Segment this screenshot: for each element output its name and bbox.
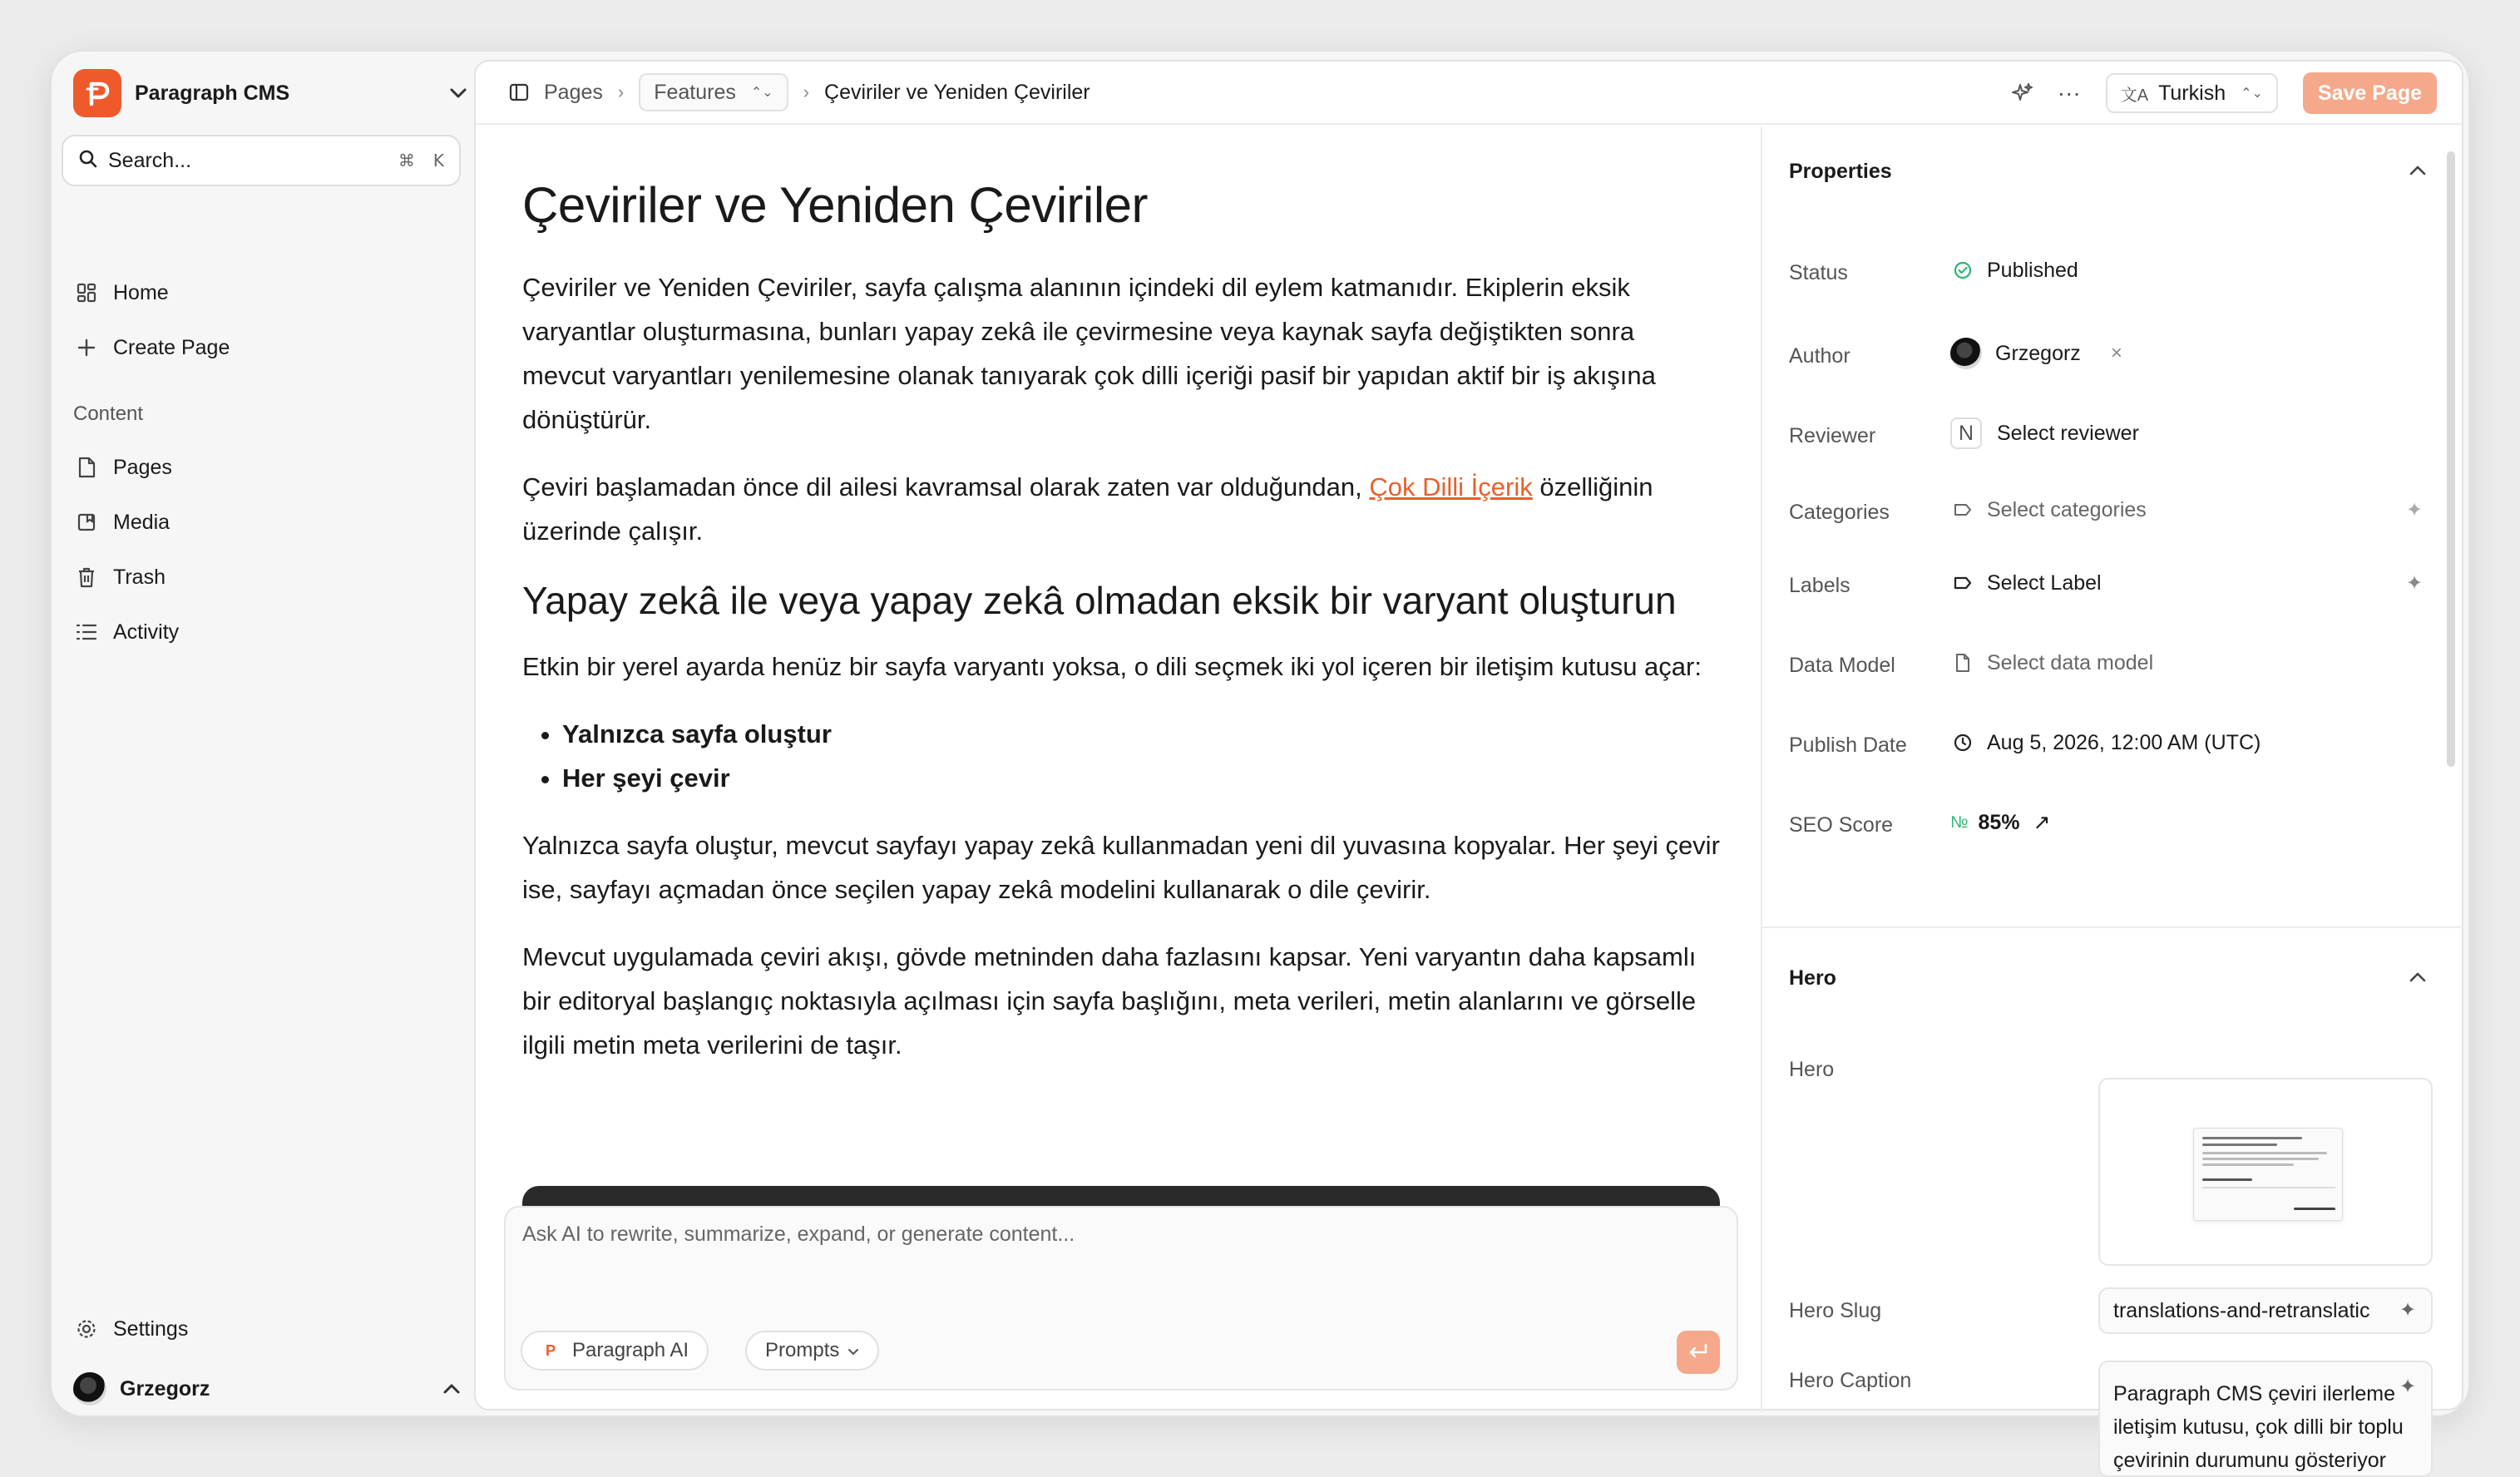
main-panel: [474, 60, 2463, 1472]
paragraph[interactable]: Mevcut uygulamada çeviri akışı, gövde metninden daha fazlasını kapsar. Yeni varyantın daha kapsamlı bir editoryal başlangıç noktasıyla açılması için sayfa başlığını, meta verileri, metin alanlarını ve görselle ilgili metin meta verilerini de taşır.: [522, 942, 1697, 1060]
search-icon: [78, 149, 98, 173]
list-item[interactable]: • Her şeyi çevir: [562, 756, 1720, 800]
status-label: Status: [1789, 261, 1848, 284]
editor-area[interactable]: [476, 126, 1761, 1412]
seo-score-label: SEO Score: [1789, 813, 1894, 837]
sidebar-item-label: Create Page: [113, 335, 230, 359]
sidebar-item-pages[interactable]: [73, 444, 464, 491]
properties-panel: [1761, 126, 2463, 1472]
labels-label: Labels: [1789, 574, 1850, 597]
sidebar-item-media[interactable]: [73, 499, 464, 546]
labels-placeholder: Select Label: [1987, 571, 2102, 595]
reviewer-label: Reviewer: [1789, 424, 1876, 447]
search-placeholder: Search...: [108, 148, 192, 172]
status-value[interactable]: [1950, 258, 2078, 283]
breadcrumb-section: Features: [654, 80, 736, 104]
section-heading[interactable]: Yapay zekâ ile veya yapay zekâ olmadan eksik bir varyant oluşturun: [522, 579, 1677, 622]
avatar: [1950, 338, 1982, 369]
hero-slug-input[interactable]: [2098, 1287, 2433, 1334]
publish-date-label: Publish Date: [1789, 734, 1907, 757]
sidebar-section-content: Content: [73, 403, 144, 425]
more-icon[interactable]: ···: [2057, 80, 2081, 106]
sidebar-item-home[interactable]: [73, 269, 464, 316]
categories-placeholder: Select categories: [1987, 497, 2147, 521]
breadcrumb-section-select[interactable]: [639, 73, 788, 111]
shortcut-key: K: [432, 151, 444, 170]
sidebar-toggle-icon[interactable]: [507, 81, 531, 104]
reviewer-select[interactable]: [1950, 417, 2139, 449]
toolbar-actions: [1994, 72, 2437, 115]
language-value: Turkish: [2158, 81, 2226, 105]
avatar: [73, 1372, 106, 1405]
trash-icon: [73, 564, 100, 590]
arrow-up-right-icon[interactable]: ↗: [2033, 811, 2051, 834]
sidebar-item-label: Settings: [113, 1316, 189, 1341]
sidebar-item-label: Media: [113, 510, 170, 534]
language-select[interactable]: [2106, 73, 2278, 113]
plus-icon: [73, 334, 100, 361]
labels-select[interactable]: [1950, 571, 2102, 595]
ai-model-label: Paragraph AI: [572, 1339, 689, 1361]
hero-heading: Hero: [1789, 966, 1836, 990]
workspace-switcher[interactable]: [73, 63, 471, 123]
app-logo: [73, 69, 121, 117]
app-name: Paragraph CMS: [135, 81, 290, 105]
prompts-label: Prompts: [765, 1339, 840, 1361]
paragraph-text: özelliğinin üzerinde çalışır.: [522, 472, 1653, 546]
seo-score-value[interactable]: [1950, 810, 2050, 835]
hero-label: Hero: [1789, 1058, 1835, 1081]
reviewer-initial-icon: N: [1950, 417, 1982, 449]
chevron-up-icon[interactable]: [2405, 965, 2430, 990]
sidebar-item-label: Trash: [113, 565, 166, 589]
paragraph[interactable]: Yalnızca sayfa oluştur, mevcut sayfayı yapay zekâ kullanmadan yeni dil yuvasına kopyalar. Her şeyi çevir ise, sayfayı açmadan önce seçilen yapay zekâ modelini kullanarak o dile çevirir.: [522, 831, 1720, 904]
categories-label: Categories: [1789, 501, 1890, 524]
hero-caption-label: Hero Caption: [1789, 1369, 1912, 1392]
hero-image[interactable]: [2098, 1078, 2433, 1266]
hero-slug-value: translations-and-retranslatic: [2113, 1299, 2370, 1322]
seo-score: 85%: [1978, 810, 2020, 834]
ai-prompt-input[interactable]: Ask AI to rewrite, summarize, expand, or generate content...: [522, 1223, 1075, 1246]
breadcrumb-pages[interactable]: Pages: [544, 80, 603, 104]
list-item[interactable]: • Yalnızca sayfa oluştur: [562, 712, 1720, 756]
hero-caption-value: Paragraph CMS çeviri ilerleme iletişim kutusu, çok dilli bir toplu çevirinin durumunu gösteriyor: [2113, 1382, 2404, 1472]
author-label: Author: [1789, 344, 1850, 368]
paragraph[interactable]: Etkin bir yerel ayarda henüz bir sayfa varyantı yoksa, o dili seçmek iki yol içeren bir iletişim kutusu açar:: [522, 652, 1702, 681]
multilingual-content-link[interactable]: Çok Dilli İçerik: [1369, 472, 1533, 501]
user-name: Grzegorz: [120, 1376, 210, 1400]
chevron-right-icon: ›: [617, 82, 625, 102]
chevron-updown-icon: ⌃⌄: [750, 86, 773, 100]
clock-icon: [1950, 730, 1975, 755]
publish-date-picker[interactable]: [1950, 730, 2261, 755]
hero-image-preview: [2193, 1128, 2343, 1221]
sidebar-item-label: Activity: [113, 620, 180, 644]
send-icon[interactable]: [1677, 1331, 1720, 1374]
hero-slug-label: Hero Slug: [1789, 1299, 1882, 1322]
publish-date-value: Aug 5, 2026, 12:00 AM (UTC): [1987, 730, 2261, 754]
file-icon: [73, 454, 100, 481]
tag-icon: [1950, 571, 1975, 595]
sidebar-item-label: Home: [113, 280, 169, 304]
paragraph-ai-icon: P: [545, 1341, 556, 1359]
app-window: [50, 50, 2470, 1472]
image-icon: [73, 509, 100, 536]
paragraph[interactable]: [522, 465, 1720, 553]
paragraph-text: Çeviri başlamadan önce dil ailesi kavramsal olarak zaten var olduğundan,: [522, 472, 1370, 501]
dashboard-icon: [73, 279, 100, 306]
search-input[interactable]: [62, 135, 461, 186]
breadcrumb-current: Çeviriler ve Yeniden Çeviriler: [824, 80, 1090, 104]
categories-select[interactable]: [1950, 497, 2147, 522]
list-icon: [73, 619, 100, 645]
ai-prompt-box[interactable]: [504, 1206, 1738, 1391]
bullet-list: [562, 712, 1720, 800]
chevron-down-icon[interactable]: [446, 81, 471, 106]
section-divider: [1762, 926, 2463, 928]
translate-icon: 文A: [2120, 86, 2149, 105]
author-value[interactable]: [1950, 338, 2122, 369]
document-body[interactable]: [522, 176, 1720, 1090]
save-page-button[interactable]: Save Page: [2303, 72, 2437, 114]
ai-model-button[interactable]: [521, 1331, 709, 1371]
sparkle-icon[interactable]: ✦: [2399, 1375, 2417, 1398]
chevron-down-icon: [847, 1339, 859, 1362]
check-circle-icon: [1950, 258, 1975, 283]
seo-number-icon: №: [1950, 813, 1969, 832]
author-name: Grzegorz: [1995, 341, 2081, 365]
sidebar: [52, 52, 474, 1415]
tag-icon: [1950, 497, 1975, 522]
status-badge: Published: [1987, 258, 2078, 282]
chevron-up-icon[interactable]: [439, 1376, 464, 1401]
document-title[interactable]: Çeviriler ve Yeniden Çeviriler: [522, 177, 1149, 233]
sidebar-item-label: Pages: [113, 455, 172, 479]
sidebar-item-activity[interactable]: [73, 609, 464, 655]
sidebar-item-settings[interactable]: [73, 1306, 464, 1352]
scrollbar[interactable]: [2447, 151, 2455, 767]
file-icon: [1950, 650, 1975, 675]
sparkle-icon[interactable]: [2004, 75, 2041, 111]
data-model-select[interactable]: [1950, 650, 2153, 675]
shortcut-mod: ⌘: [398, 151, 415, 170]
paragraph[interactable]: Çeviriler ve Yeniden Çeviriler, sayfa çalışma alanının içindeki dil eylem katmanıdır. Ekiplerin eksik varyantlar oluşturmasına, bunları yapay zekâ ile çevirmesine veya kaynak sayfa değiştikten sonra mevcut varyantları yenilemesine olanak tanıyarak çok dilli içeriği pasif bir yapıdan aktif bir iş akışına dönüştürür.: [522, 273, 1656, 434]
chevron-updown-icon: ⌃⌄: [2241, 86, 2263, 101]
top-bar: [476, 62, 2462, 125]
hero-caption-input[interactable]: [2098, 1361, 2433, 1477]
chevron-right-icon: ›: [803, 82, 810, 102]
user-menu[interactable]: [73, 1366, 464, 1412]
reviewer-placeholder: Select reviewer: [1997, 421, 2139, 445]
prompts-button[interactable]: [745, 1331, 879, 1371]
close-icon[interactable]: ×: [2110, 342, 2122, 364]
sparkle-icon[interactable]: ✦: [2405, 571, 2424, 595]
data-model-placeholder: Select data model: [1987, 650, 2154, 674]
sidebar-item-trash[interactable]: [73, 554, 464, 600]
sparkle-icon[interactable]: ✦: [2399, 1298, 2417, 1321]
gear-icon: [73, 1316, 100, 1342]
chevron-up-icon[interactable]: [2405, 158, 2430, 183]
sparkle-icon[interactable]: ✦: [2405, 498, 2424, 521]
properties-heading: Properties: [1789, 160, 1892, 183]
sidebar-item-create-page[interactable]: [73, 324, 464, 371]
data-model-label: Data Model: [1789, 654, 1895, 677]
